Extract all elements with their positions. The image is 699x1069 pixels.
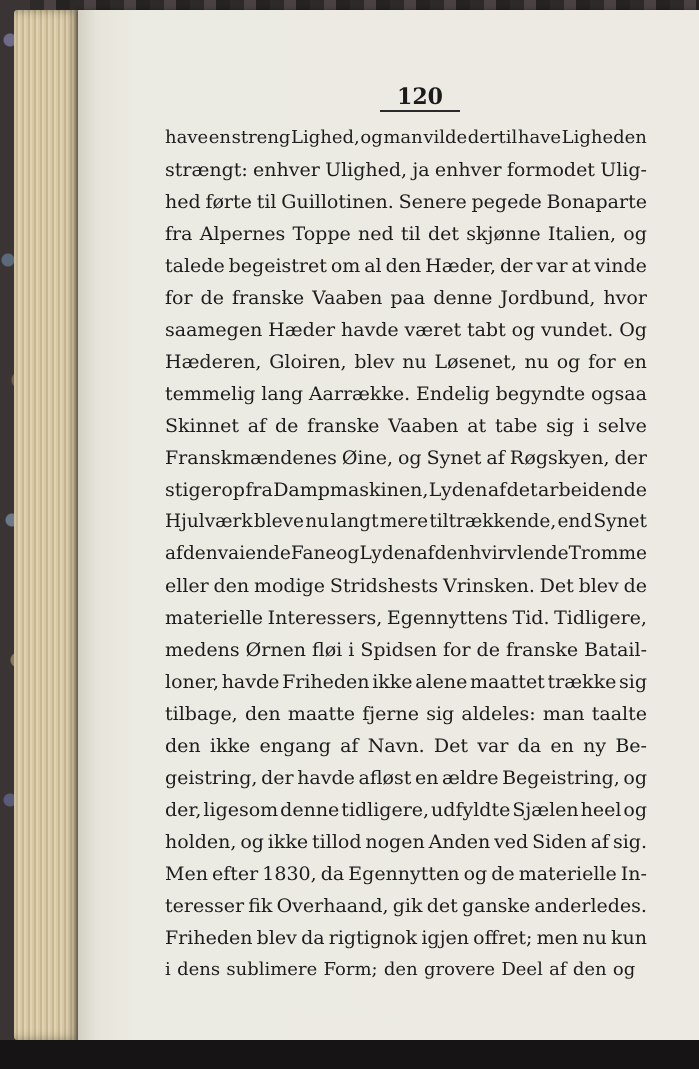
text-word: for [165,287,193,309]
text-word: nogen [365,831,425,853]
text-line [165,858,647,890]
text-word: fra [165,223,193,245]
text-word: af [165,543,183,564]
text-line [165,634,647,666]
text-word: hvirvlende [469,543,569,564]
text-word: nu [305,511,330,532]
text-word: eller [165,575,209,597]
text-word: den [572,959,607,980]
text-word: Hæderen, [165,351,262,373]
text-word: Synet [426,447,482,469]
text-word: modige [253,575,326,597]
text-word: Friheden [282,671,370,693]
text-word: enhver [434,159,502,181]
text-word: og [360,127,383,148]
text-word: gik [392,895,423,917]
text-word: engang [259,735,331,757]
text-word: lang [261,383,304,405]
text-line [165,154,647,186]
text-word: ikke [209,735,251,757]
text-word: stiger [165,479,221,501]
text-word: tillod [312,831,362,853]
text-word: talede [165,255,225,277]
text-word: tilbage, [165,703,238,725]
text-word: dertil [467,127,518,148]
text-word: den [385,255,422,277]
text-word: blev [256,927,297,949]
text-word: af [247,415,267,437]
text-line [165,666,647,698]
text-word: kun [611,927,647,949]
text-word: førte [205,191,252,213]
text-line [165,506,647,538]
text-word: maattet [470,671,545,693]
text-word: tabe [494,415,538,437]
text-line [165,954,647,986]
text-word: Be- [615,735,647,757]
text-line [165,314,647,346]
text-word: Bonaparte [546,191,647,213]
text-word: 1830, [262,863,317,885]
text-word: materielle [165,607,264,629]
text-word: Fane [290,543,337,564]
text-word: formodet [506,159,595,181]
text-word: da [301,927,325,949]
text-word: denne [280,799,340,821]
text-word: op [221,479,245,501]
text-word: havde [340,319,399,341]
text-word: nu [582,927,607,949]
text-word: Navn. [367,735,425,757]
text-word: Spidsen [360,639,437,661]
text-word: grovere [423,959,496,980]
text-word: Italien, [547,223,617,245]
text-word: af [590,831,610,853]
text-word: Siden [532,831,587,853]
text-word: Anden [428,831,491,853]
text-line [165,122,647,154]
text-word: Synet [593,511,647,532]
text-word: Guillotinen. [281,191,394,213]
text-word: havde [297,767,355,789]
text-word: Interessers, [267,607,383,629]
text-word: fjerne [362,703,419,725]
text-word: materielle [518,863,617,885]
text-word: det [426,895,458,917]
text-word: en [208,127,231,148]
text-line [165,826,647,858]
text-word: Skinnet [165,415,239,437]
text-word: Senere [398,191,467,213]
page-number: 120 [397,84,443,110]
text-word: for [442,639,471,661]
text-word: begeistret [228,255,327,277]
text-word: den [182,543,218,564]
text-word: sig [546,415,575,437]
text-word: anderledes. [534,895,647,917]
text-word: geistring, [165,767,258,789]
text-word: Tid. [512,607,550,629]
text-word: man [383,127,423,148]
text-word: til [400,223,421,245]
text-word: de [623,575,647,597]
text-word: fra [245,479,273,501]
text-word: Røgskyen, [509,447,610,469]
text-word: da [320,863,345,885]
text-word: en [623,351,647,373]
text-word: selve [597,415,647,437]
text-word: have [517,127,562,148]
text-word: ligesom [203,799,279,821]
text-word: den [165,735,201,757]
text-word: alene [415,671,468,693]
text-word: Begeistring, [502,767,620,789]
text-word: enhver [253,159,320,181]
text-word: franske [307,415,380,437]
text-word: ja [412,159,430,181]
text-word: fik [248,895,273,917]
text-word: sig. [612,831,647,853]
text-word: af [486,447,505,469]
text-word: Hæder, [425,255,497,277]
text-word: Løsenet, [434,351,517,373]
text-word: langt [330,511,379,532]
text-word: havde [221,671,280,693]
text-word: Tromme [568,543,647,564]
text-word: sublimere [226,959,318,980]
text-word: nu [402,351,427,373]
text-word: Gloiren, [269,351,347,373]
text-word: til [256,191,277,213]
text-word: den [244,703,281,725]
text-word: Vaaben [312,287,383,309]
text-word: heel [580,799,622,821]
text-line [165,698,647,730]
text-word: Batail- [584,639,647,661]
page-number-rule [380,110,460,112]
text-word: Hæder [268,319,336,341]
text-word: Det [539,575,574,597]
text-word: vinde [594,255,647,277]
text-word: den [383,959,418,980]
text-word: der [499,255,533,277]
text-line [165,282,647,314]
text-line [165,442,647,474]
text-word: skjønne [466,223,541,245]
text-word: Det [433,735,469,757]
text-word: Vaaben [388,415,459,437]
text-word: og [336,543,360,564]
text-word: ned [358,223,394,245]
text-word: Ulighed, [325,159,408,181]
text-word: Sjælen [512,799,579,821]
text-word: det [506,479,538,501]
text-word: og [556,351,581,373]
text-word: Endelig [415,383,490,405]
text-line [165,410,647,442]
text-word: Form; [323,959,378,980]
text-word: temmelig [165,383,256,405]
text-word: der, [165,799,202,821]
text-word: sig [426,703,455,725]
text-word: hvor [603,287,647,309]
text-word: vaiende [217,543,291,564]
text-word: de [274,415,299,437]
text-word: efter [211,863,259,885]
text-word: blev [578,575,619,597]
text-word: Friheden [165,927,253,949]
text-word: Men [165,863,208,885]
text-word: det [427,223,460,245]
text-word: man [542,703,585,725]
text-word: tidligere, [341,799,430,821]
text-word: pegede [471,191,542,213]
text-word: Overhaand, [276,895,389,917]
text-word: trække [547,671,617,693]
text-word: afløst [358,767,412,789]
text-line [165,730,647,762]
text-word: af [416,543,435,564]
text-word: og [463,863,488,885]
text-word: Ligheden [561,127,647,148]
text-line [165,378,647,410]
page-stack-edge [14,10,80,1040]
text-word: og [511,319,536,341]
text-word: at [571,255,591,277]
text-line [165,346,647,378]
text-line [165,218,647,250]
text-word: bleve [253,511,304,532]
text-word: aldeles: [461,703,536,725]
text-word: teresser [165,895,245,917]
text-word: og [623,223,647,245]
text-word: streng [231,127,291,148]
text-word: de [476,639,500,661]
text-word: tiltrækkende, [429,511,557,532]
text-word: af [487,479,507,501]
text-word: paa [390,287,426,309]
text-word: Egennyttens [386,607,508,629]
text-word: taalte [591,703,647,725]
text-word: Lighed, [291,127,360,148]
text-word: vilde [423,127,468,148]
text-word: have [165,127,209,148]
text-word: blev [354,351,395,373]
text-word: mere [379,511,429,532]
text-word: de [200,287,224,309]
text-word: om [330,255,361,277]
text-word: Egennytten [348,863,460,885]
text-word: og [397,447,422,469]
text-word: der [261,767,294,789]
text-word: holden, [165,831,237,853]
text-word: og [240,831,264,853]
text-word: ældre [442,767,499,789]
text-word: medens [165,639,240,661]
text-word: i [582,415,590,437]
text-word: offret; [473,927,533,949]
text-word: saamegen [165,319,263,341]
text-word: Ulig- [600,159,647,181]
text-word: af [340,735,359,757]
text-line [165,762,647,794]
text-word: en [550,735,574,757]
text-word: Øine, [341,447,394,469]
text-word: og [623,767,647,789]
text-word: sig [619,671,647,693]
text-word: denne [433,287,493,309]
text-line [165,922,647,954]
text-word: Stridshests [329,575,439,597]
text-word: i [348,639,355,661]
page-body-text [165,122,647,986]
text-word: i [165,959,171,980]
text-line [165,538,647,570]
text-word: fløi [312,639,343,661]
text-word: igjen [421,927,469,949]
text-word: nu [524,351,549,373]
text-word: og [612,959,636,980]
text-word: var [477,735,509,757]
text-word: af [549,959,567,980]
text-word: de [491,863,515,885]
text-word: ogsaa [590,383,647,405]
text-word: ikke [267,831,309,853]
text-line [165,602,647,634]
text-word: Deel [501,959,543,980]
text-word: ved [494,831,529,853]
text-word: dens [177,959,221,980]
text-word: den [434,543,470,564]
text-word: Toppe [292,223,351,245]
text-word: franske [231,287,305,309]
text-word: Lyden [359,543,417,564]
text-word: Vrinsken. [442,575,535,597]
text-word: Jordbund, [500,287,596,309]
text-word: Alpernes [199,223,286,245]
text-word: ganske [461,895,531,917]
text-word: for [588,351,616,373]
text-word: Hjulværk [165,511,253,532]
text-word: Ørnen [245,639,307,661]
text-word: franske [505,639,579,661]
text-word: loner, [165,671,220,693]
text-word: der [614,447,647,469]
text-word: var [536,255,568,277]
text-line [165,474,647,506]
text-word: tabt [466,319,506,341]
text-word: at [467,415,487,437]
text-line [165,570,647,602]
text-word: vundet. [541,319,614,341]
text-line [165,186,647,218]
text-word: udfyldte [431,799,511,821]
text-word: Og [619,319,647,341]
text-word: In- [620,863,647,885]
text-word: strængt: [165,159,248,181]
text-word: været [404,319,462,341]
text-word: maatte [287,703,356,725]
text-word: men [536,927,579,949]
text-word: al [364,255,382,277]
text-word: Aarrække. [308,383,411,405]
text-word: Lyden [428,479,488,501]
text-word: da [517,735,542,757]
text-word: rigtignok [328,927,418,949]
text-word: arbeidende [538,479,647,501]
text-word: begyndte [495,383,586,405]
bottom-shadow [0,1040,699,1069]
text-line [165,794,647,826]
text-word: den [213,575,250,597]
text-line [165,250,647,282]
text-word: end [557,511,593,532]
text-word: ny [583,735,607,757]
text-word: hed [165,191,201,213]
text-word: ikke [372,671,413,693]
text-word: Tidligere, [554,607,647,629]
text-word: Franskmændenes [165,447,337,469]
text-word: og [623,799,647,821]
text-line [165,890,647,922]
text-word: en [414,767,439,789]
text-word: Dampmaskinen, [273,479,429,501]
